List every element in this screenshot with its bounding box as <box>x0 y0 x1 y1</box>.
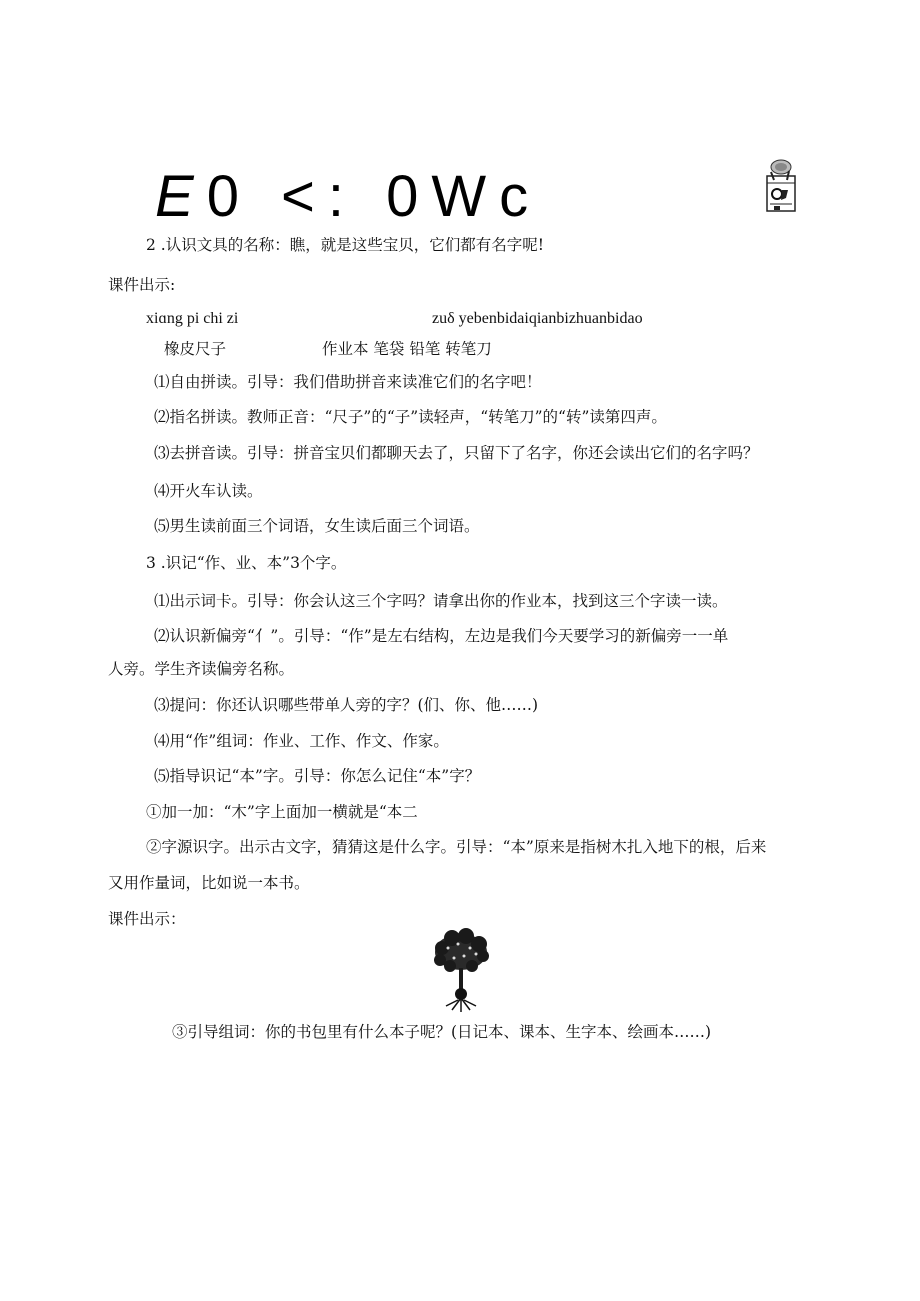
s2-item-4: ⑷开火车认读。 <box>154 482 263 500</box>
courseware-label-2: 课件出示： <box>108 910 186 928</box>
s3-item-2b: 人旁。学生齐读偏旁名称。 <box>108 660 295 678</box>
pencil-cup-icon <box>762 158 800 216</box>
section3-title: 3 .识记“作、业、本”3个字。 <box>146 554 347 572</box>
s3-item-4: ⑷用“作”组词：作业、工作、作文、作家。 <box>154 732 449 750</box>
s3-sub-3: ③引导组词：你的书包里有什么本子呢？(日记本、课本、生字本、绘画本……) <box>172 1023 712 1041</box>
heading-glyph-rest: 0 <: 0Wc <box>206 164 542 229</box>
section2-title: 2 .认识文具的名称：瞧，就是这些宝贝，它们都有名字呢! <box>146 236 544 254</box>
s3-item-2a: ⑵认识新偏旁“亻”。引导：“作”是左右结构，左边是我们今天要学习的新偏旁一一单 <box>154 627 729 645</box>
s3-sub-2a: ②字源识字。出示古文字，猜猜这是什么字。引导：“本”原来是指树木扎入地下的根，后来 <box>146 838 767 856</box>
s3-sub-2b: 又用作量词，比如说一本书。 <box>108 874 310 892</box>
words-right: 作业本 笔袋 铅笔 转笔刀 <box>322 340 492 358</box>
s3-item-3: ⑶提问：你还认识哪些带单人旁的字？(们、你、他……) <box>154 696 539 714</box>
s2-item-3: ⑶去拼音读。引导：拼音宝贝们都聊天去了，只留下了名字，你还会读出它们的名字吗？ <box>154 444 759 462</box>
s2-item-2: ⑵指名拼读。教师正音：“尺子”的“子”读轻声，“转笔刀”的“转”读第四声。 <box>154 408 667 426</box>
courseware-label: 课件出示: <box>108 276 176 294</box>
garbled-heading <box>155 164 542 229</box>
s3-item-5: ⑸指导识记“本”字。引导：你怎么记住“本”字？ <box>154 767 481 785</box>
s2-item-1: ⑴自由拼读。引导：我们借助拼音来读准它们的名字吧！ <box>154 373 542 391</box>
s3-item-1: ⑴出示词卡。引导：你会认这三个字吗？请拿出你的作业本，找到这三个字读一读。 <box>154 592 728 610</box>
pinyin-left: xiɑng pi chi zi <box>146 310 239 327</box>
words-left: 橡皮尺子 <box>164 340 227 358</box>
s2-item-5: ⑸男生读前面三个词语，女生读后面三个词语。 <box>154 517 480 535</box>
tree-root-image <box>428 928 494 1014</box>
pinyin-right: zuδ yebenbidaiqianbizhuanbidao <box>432 310 643 327</box>
heading-glyph-e: E <box>155 164 207 229</box>
s3-sub-1: ①加一加：“木”字上面加一横就是“本二 <box>146 803 418 821</box>
